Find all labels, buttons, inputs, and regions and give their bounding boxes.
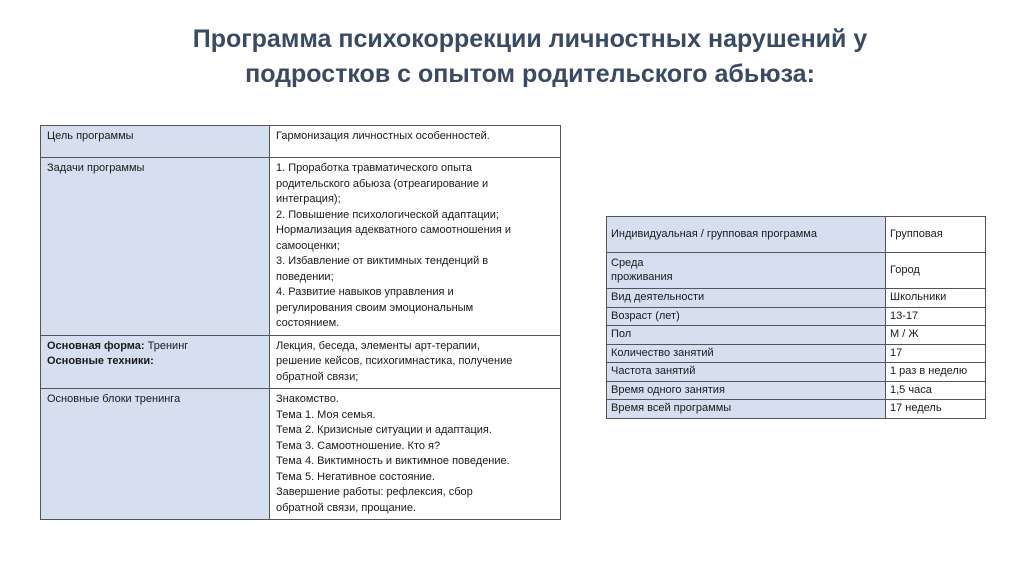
form-line: решение кейсов, психогимнастика, получение: [276, 355, 513, 367]
param-label: Количество занятий: [607, 344, 886, 363]
blocks-line: Тема 5. Негативное состояние.: [276, 470, 435, 483]
table-row: [607, 217, 986, 253]
table-row: [607, 326, 986, 345]
tasks-line: самооценки;: [276, 239, 340, 252]
blocks-line: Тема 2. Кризисные ситуации и адаптация.: [276, 424, 492, 436]
form-label-value: Тренинг: [144, 339, 189, 352]
tasks-line: интеграция);: [276, 193, 341, 205]
table-row-blocks: [41, 389, 561, 520]
param-label-line: Среда: [611, 257, 644, 269]
tasks-line: 4. Развитие навыков управления и: [276, 286, 454, 298]
goal-value: Гармонизация личностных особенностей.: [270, 126, 561, 158]
parameters-table: [606, 216, 986, 419]
blocks-line: Знакомство.: [276, 393, 339, 405]
blocks-line: Завершение работы: рефлексия, сбор: [276, 486, 473, 498]
techniques-label: Основные техники:: [47, 355, 154, 367]
table-row-tasks: [41, 158, 561, 336]
param-label: [607, 253, 886, 289]
param-value: 1 раз в неделю: [886, 363, 986, 382]
title-line-1: Программа психокоррекции личностных нарушений у: [192, 25, 868, 53]
goal-label: Цель программы: [41, 126, 270, 158]
table-row: [607, 253, 986, 289]
param-value: Школьники: [886, 289, 986, 308]
table-row: [607, 363, 986, 382]
table-row-form: [41, 335, 561, 389]
param-value: 17 недель: [886, 400, 986, 419]
table-row: [607, 307, 986, 326]
tasks-line: 2. Повышение психологической адаптации;: [276, 208, 499, 221]
blocks-value: [270, 389, 561, 520]
param-label-line: проживания: [611, 270, 673, 283]
tasks-line: родительского абьюза (отреагирование и: [276, 177, 489, 190]
form-line: Лекция, беседа, элементы арт-терапии,: [276, 339, 480, 352]
title-line-2: подростков с опытом родительского абьюза:: [245, 60, 815, 88]
form-label-bold: Основная форма:: [47, 339, 145, 352]
param-label: Частота занятий: [607, 363, 886, 382]
param-label: Время всей программы: [607, 400, 886, 419]
table-row: [607, 400, 986, 419]
param-label: Время одного занятия: [607, 381, 886, 400]
param-value: М / Ж: [886, 326, 986, 345]
program-table: [40, 125, 561, 520]
blocks-line: Тема 3. Самоотношение. Кто я?: [276, 439, 441, 452]
blocks-line: Тема 4. Виктимность и виктимное поведение.: [276, 455, 510, 467]
param-label: Индивидуальная / групповая программа: [607, 217, 886, 253]
param-value: 1,5 часа: [886, 381, 986, 400]
blocks-line: обратной связи, прощание.: [276, 501, 417, 514]
blocks-line: Тема 1. Моя семья.: [276, 408, 376, 421]
tasks-line: состоянием.: [276, 317, 340, 329]
form-value: [270, 335, 561, 389]
param-label: Вид деятельности: [607, 289, 886, 308]
table-row-goal: [41, 126, 561, 158]
table-row: [607, 381, 986, 400]
param-value: 17: [886, 344, 986, 363]
tasks-line: поведении;: [276, 270, 334, 283]
tasks-line: 3. Избавление от виктимных тенденций в: [276, 255, 489, 267]
param-label: Пол: [607, 326, 886, 345]
tasks-line: регулирования своим эмоциональным: [276, 301, 474, 314]
param-label: Возраст (лет): [607, 307, 886, 326]
param-value: Город: [886, 253, 986, 289]
tasks-value: [270, 158, 561, 336]
table-row: [607, 344, 986, 363]
form-line: обратной связи;: [276, 370, 359, 383]
tasks-line: Нормализация адекватного самоотношения и: [276, 224, 512, 236]
tasks-label: Задачи программы: [41, 158, 270, 336]
blocks-label: Основные блоки тренинга: [41, 389, 270, 520]
page-title: [110, 22, 950, 92]
table-row: [607, 289, 986, 308]
tasks-line: 1. Проработка травматического опыта: [276, 162, 473, 174]
param-value: 13-17: [886, 307, 986, 326]
param-value: Групповая: [886, 217, 986, 253]
form-label: [41, 335, 270, 389]
